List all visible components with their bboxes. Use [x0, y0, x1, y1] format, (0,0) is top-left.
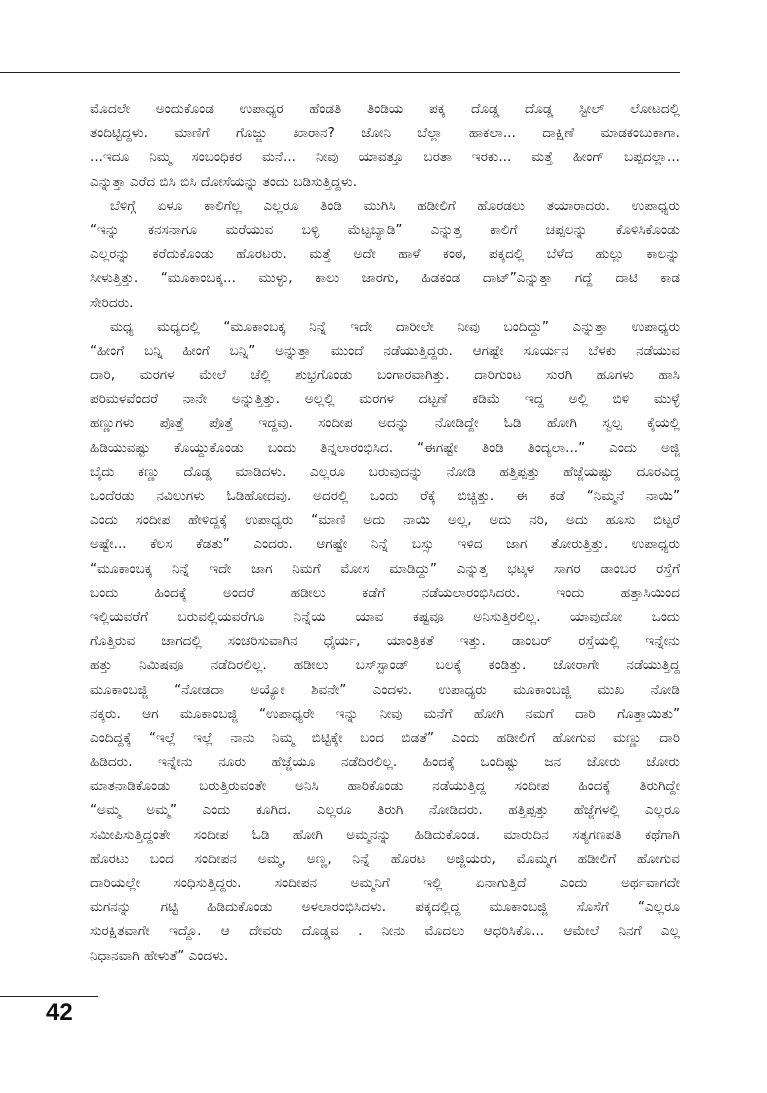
- text-line: ಎಂದಿದ್ದಕ್ಕೆ “ಇಲ್ಲೆ ಇಲ್ಲೆ ನಾನು ನಿಮ್ಮ ಬಿಟ್ಟಿಕ್ಕೇ ಬಂದ ಬಿಡತೆ” ಎಂದು ಹಡೀಲಿಗೆ ಹೋಗುವ ಮಣ್ಣು ದಾರಿ: [90, 729, 680, 746]
- text-line: ಬೆಳಿಗ್ಗೆ ಏಳೂ ಕಾಲಿಗೆಲ್ಲ ಎಲ್ಲರೂ ತಿಂಡಿ ಮುಗಿಸಿ ಹಡೀಲಿಗೆ ಹೊರಡಲು ತಯಾರಾದರು. ಉಪಾಧ್ಯರು: [110, 197, 680, 214]
- text-line: ಮೊದಲೇ ಅಂದುಕೊಂಡ ಉಪಾಧ್ಯರ ಹೆಂಡತಿ ತಿಂಡಿಯ ಪಕ್ಕ ದೊಡ್ಡ ದೊಡ್ಡ ಸ್ಟೀಲ್ ಲೋಟದಲ್ಲಿ: [90, 101, 680, 117]
- text-line: ಮಾತನಾಡಿಕೊಂಡು ಬರುತ್ತಿರುವಂತೇ ಅನಿಸಿ ಹಾರಿಕೊಂಡು ನಡೆಯುತ್ತಿದ್ದ ಸಂದೀಪ ಹಿಂದಕ್ಕೆ ತಿರುಗಿದ್ದೇ: [90, 778, 680, 795]
- text-line: ಬೈದು ಕಣ್ಣು ದೊಡ್ಡ ಮಾಡಿದಳು. ಎಲ್ಲರೂ ಬರುವುದನ್ನು ನೋಡಿ ಹತ್ತಿಪ್ಪತ್ತು ಹೆಜ್ಜೆಯಷ್ಟು ದೂರವಿದ್ದ: [90, 463, 680, 480]
- text-line: ಸುರಕ್ಷಿತವಾಗೇ ಇದ್ದೊ. ಆ ದೇವರು ದೊಡ್ಡವ . ನೀನು ಮೊದಲು ಆಧರಿಸಿಕೊ... ಆಮೇಲೆ ನಿನಗೆ ಎಲ್ಲ: [90, 923, 680, 940]
- text-line: ನಕ್ಕರು. ಆಗ ಮೂಕಾಂಬಜ್ಜಿ “ಉಪಾಧ್ಯರೇ ಇನ್ನು ನೀವು ಮನೆಗೆ ಹೋಗಿ ನಮಗೆ ದಾರಿ ಗೊತ್ತಾಯಿತು”: [90, 705, 680, 722]
- text-line: ಸಮೀಪಿಸುತ್ತಿದ್ದಂತೇ ಸಂದೀಪ ಓಡಿ ಹೋಗಿ ಅಮ್ಮನನ್ನು ಹಿಡಿದುಕೊಂಡ. ಮಾರುದಿನ ಸತ್ಯಗಣಪತಿ ಕಥೆಗಾಗಿ: [90, 826, 680, 843]
- text-line: ಹಣ್ಣುಗಳು ಪೊತ್ತೆ ಪೊತ್ತೆ ಇದ್ದವು. ಸಂದೀಪ ಅದನ್ನು ನೋಡಿದ್ದೇ ಓಡಿ ಹೋಗಿ ಸ್ವಲ್ಪ ಕೈಯಲ್ಲಿ: [90, 415, 680, 432]
- text-line: ಹೊರಟು ಬಂದ ಸಂದೀಪನ ಅಮ್ಮ, ಅಣ್ಣ, ನಿನ್ನೆ ಹೊರಟ ಅಜ್ಜಿಯರು, ಮೊಮ್ಮಗ ಹಡೀಲಿಗೆ ಹೋಗುವ: [90, 850, 680, 867]
- text-line: “ಇನ್ನು ಕನಸನಾಗೂ ಮರೆಯುವ ಬಳ್ಳಿ ಮೆಟ್ಟಬ್ಯಾಡಿ” ಎನ್ನುತ್ತ ಕಾಲಿಗೆ ಚಪ್ಪಲನ್ನು ಕೊಳಿಸಿಕೊಂಡು: [90, 221, 680, 238]
- text-line: ಎಲ್ಲರನ್ನು ಕರೆದುಕೊಂಡು ಹೊರಟರು. ಮತ್ತೆ ಅದೇ ಹಾಳೆ ಕಂಠ, ಪಕ್ಕದಲ್ಲಿ ಬೆಳೆದ ಹುಲ್ಲು ಕಾಲನ್ನು: [90, 246, 680, 263]
- paragraph: [90, 194, 680, 315]
- text-line: ...ಇದೂ ನಿಮ್ಮ ಸಂಬಂಧಿಕರ ಮನೆ... ನೀವು ಯಾವತ್ತೂ ಬರತಾ ಇರಕು... ಮತ್ತೆ ಹೀಂಗ್ ಬಪ್ಪದಲ್ಲಾ...: [90, 149, 680, 166]
- paragraph: [90, 315, 680, 968]
- page-number: 42: [46, 999, 73, 1026]
- text-line: ಅಷ್ಟೇ... ಕೆಲಸ ಕೆಡತು” ಎಂದರು. ಆಗಷ್ಟೇ ನಿನ್ನೆ ಬಸ್ಸು ಇಳಿದ ಜಾಗ ತೋರುತ್ತಿತ್ತು. ಉಪಾಧ್ಯರು: [90, 536, 680, 553]
- text-line: ಎಂದು ಸಂದೀಪ ಹೇಳಿದ್ದಕ್ಕೆ ಉಪಾಧ್ಯರು “ಮಾಣಿ ಅದು ನಾಯಿ ಅಲ್ಲ, ಅದು ನರಿ, ಅದು ಹೂಸು ಬಿಟ್ಟರೆ: [90, 512, 680, 529]
- text-line: ಸೀಳುತ್ತಿತ್ತು. “ಮೂಕಾಂಬಕ್ಕ... ಮುಳ್ಳು, ಕಾಲು ಜಾರಗು, ಹಿಡಕಂಡ ದಾಟ್”ಎನ್ನುತ್ತಾ ಗದ್ದೆ ದಾಟಿ ಕಾಡ: [90, 270, 680, 287]
- text-line: ಗೊತ್ತಿರುವ ಜಾಗದಲ್ಲಿ ಸಂಚರಿಸುವಾಗಿನ ಧೈರ್ಯ, ಯಾಂತ್ರಿಕತೆ ಇತ್ತು. ಡಾಂಬರ್ ರಸ್ತೆಯಲ್ಲಿ ಇನ್ನೇನು: [90, 633, 680, 650]
- text-line: ಹಿಡಿದರು. ಇನ್ನೇನು ನೂರು ಹೆಜ್ಜೆಯೂ ನಡೆದಿರಲಿಲ್ಲ. ಹಿಂದಕ್ಕೆ ಒಂದಿಷ್ಟು ಜನ ಜೋರು ಜೋರು: [90, 754, 680, 771]
- text-line: ಮಧ್ಯ ಮಧ್ಯದಲ್ಲಿ “ಮೂಕಾಂಬಕ್ಕ ನಿನ್ನೆ ಇದೇ ದಾರೀಲೇ ನೀವು ಬಂದಿದ್ದು” ಎನ್ನುತ್ತಾ ಉಪಾಧ್ಯರು: [110, 318, 680, 335]
- text-line: ಸೇರಿದರು.: [90, 294, 134, 311]
- text-line: ತಂದಿಟ್ಟಿದ್ದಳು. ಮಾಣಿಗೆ ಗೊಜ್ಜು ಖಾರಾನ? ಜೋನಿ ಬೆಲ್ಲಾ ಹಾಕಲಾ... ದಾಕ್ಷಿಣೆ ಮಾಡಕಂಬುಕಾಗಾ.: [90, 125, 680, 142]
- footer-rule: [0, 996, 98, 997]
- text-line: ಪರಿಮಳವೆಂದರೆ ನಾನೇ ಅನ್ನುತ್ತಿತ್ತು. ಅಲ್ಲಲ್ಲಿ ಮರಗಳ ದಟ್ಟಣೆ ಕಡಿಮೆ ಇದ್ದ ಅಲ್ಲಿ ಬಿಳಿ ಮುಳ್ಳೆ: [90, 391, 680, 408]
- text-line: ಹತ್ತು ನಿಮಿಷವೂ ನಡೆದಿರಲಿಲ್ಲ. ಹಡೀಲು ಬಸ್‌ಸ್ಟಾಂಡ್ ಬಲಕ್ಕೆ ಕಂಡಿತ್ತು. ಜೋರಾಗೇ ನಡೆಯುತ್ತಿದ್ದ: [90, 657, 680, 674]
- text-line: ಇಲ್ಲಿಯವರೆಗೆ ಬರುವಲ್ಲಿಯವರೆಗೂ ನಿನ್ನೆಯ ಯಾವ ಕಷ್ಟವೂ ಅನಿಸುತ್ತಿರಲಿಲ್ಲ. ಯಾವುದೋ ಒಂದು: [90, 608, 680, 625]
- text-line: ಎನ್ನುತ್ತಾ ಎರೆದ ಬಿಸಿ ಬಿಸಿ ದೋಸೆಯನ್ನು ತಂದು ಬಡಿಸುತ್ತಿದ್ದಳು.: [90, 173, 358, 190]
- header-rule: [0, 72, 680, 73]
- text-line: ಒಂದೆರಡು ನವಿಲುಗಳು ಓಡಿಹೋದವು. ಅದರಲ್ಲಿ ಒಂದು ರೆಕ್ಕೆ ಬಿಚ್ಚಿತ್ತು. ಈ ಕಡೆ “ನಿಮ್ಮನೆ ನಾಯಿ”: [90, 488, 680, 504]
- text-line: ದಾರಿ, ಮರಗಳ ಮೇಲೆ ಚೆಲ್ಲಿ ಶುಭ್ರಗೊಂಡು ಬಂಗಾರವಾಗಿತ್ತು. ದಾರಿಗುಂಟ ಸುರಗಿ ಹೂಗಳು ಹಾಸಿ: [90, 367, 680, 384]
- text-line: “ಅಮ್ಮ ಅಮ್ಮ” ಎಂದು ಕೂಗಿದ. ಎಲ್ಲರೂ ತಿರುಗಿ ನೋಡಿದರು. ಹತ್ತಿಪ್ಪತ್ತು ಹೆಜ್ಜೆಗಳಲ್ಲಿ ಎಲ್ಲರೂ: [90, 802, 680, 819]
- paragraph: [90, 97, 680, 194]
- text-line: ಮೂಕಾಂಬಜ್ಜಿ “ನೋಡದಾ ಅಯ್ಯೋ ಶಿವನೇ” ಎಂದಳು. ಉಪಾಧ್ಯರು ಮೂಕಾಂಬಜ್ಜಿ ಮುಖ ನೋಡಿ: [90, 681, 680, 698]
- text-line: “ಮೂಕಾಂಬಕ್ಕ ನಿನ್ನೆ ಇದೇ ಜಾಗ ನಿಮಗೆ ಮೋಸ ಮಾಡಿದ್ದು” ಎನ್ನುತ್ತ ಭಟ್ಕಳ ಸಾಗರ ಡಾಂಬರ ರಸ್ತೆಗೆ: [90, 560, 680, 577]
- text-line: ದಾರಿಯಲ್ಲೇ ಸಂಧಿಸುತ್ತಿದ್ದರು. ಸಂದೀಪನ ಅಮ್ಮನಿಗೆ ಇಲ್ಲಿ ಏನಾಗುತ್ತಿದೆ ಎಂದು ಅರ್ಥವಾಗದೇ: [90, 875, 680, 891]
- text-line: “ಹೀಂಗೆ ಬನ್ನಿ ಹೀಂಗೆ ಬನ್ನಿ” ಅನ್ನುತ್ತಾ ಮುಂದೆ ನಡೆಯುತ್ತಿದ್ದರು. ಆಗಷ್ಟೇ ಸೂರ್ಯನ ಬೆಳಕು ನಡೆಯುವ: [90, 342, 680, 359]
- text-line: ಮಗನನ್ನು ಗಟ್ಟಿ ಹಿಡಿದುಕೊಂಡು ಅಳಲಾರಂಭಿಸಿದಳು. ಪಕ್ಕದಲ್ಲಿದ್ದ ಮೂಕಾಂಬಜ್ಜಿ ಸೊಸೆಗೆ “ಎಲ್ಲರೂ: [90, 899, 680, 916]
- page-body-text: [90, 97, 680, 968]
- text-line: ಬಂದು ಹಿಂದಕ್ಕೆ ಅಂದರೆ ಹಡೀಲು ಕಡೆಗೆ ನಡೆಯಲಾರಂಭಿಸಿದರು. ಇಂದು ಹತ್ತಾಸಿಯಿಂದ: [90, 584, 680, 601]
- text-line: ನಿಧಾನವಾಗಿ ಹೇಳುತೆ” ಎಂದಳು.: [90, 947, 229, 964]
- text-line: ಹಿಡಿಯುವಷ್ಟು ಕೊಯ್ದುಕೊಂಡು ಬಂದು ತಿನ್ನಲಾರಂಭಿಸಿದ. “ಈಗಷ್ಟೇ ತಿಂಡಿ ತಿಂದ್ಯಲಾ...” ಎಂದು ಅಜ್ಜಿ: [90, 439, 680, 456]
